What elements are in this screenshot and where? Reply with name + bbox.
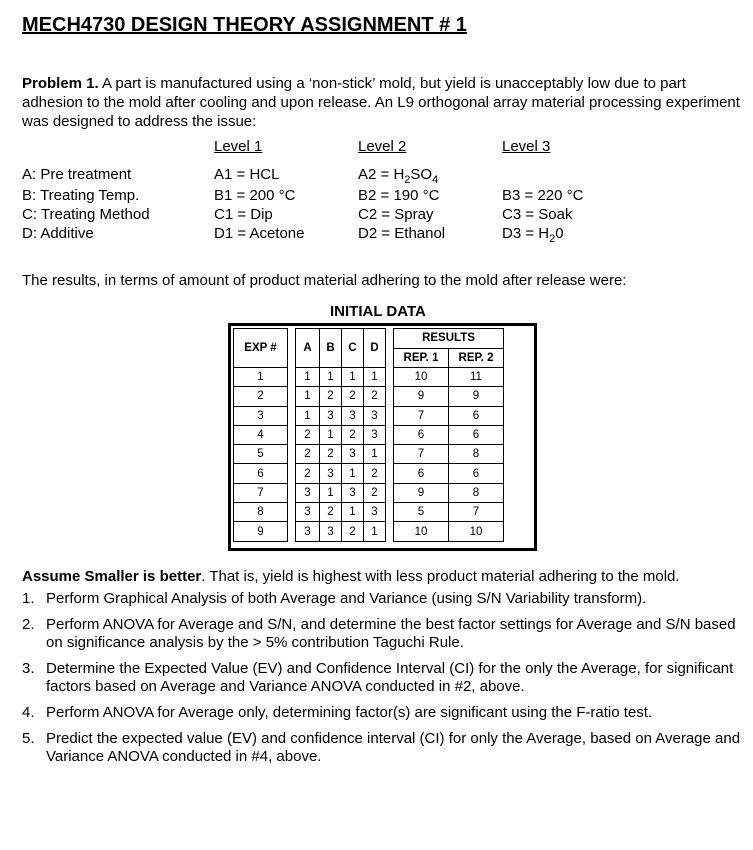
table-row xyxy=(234,387,504,406)
table-cell: 3 xyxy=(320,464,342,483)
header-d: D xyxy=(364,329,386,368)
header-rep2: REP. 2 xyxy=(449,348,504,368)
table-cell: 3 xyxy=(234,406,288,425)
table-cell: 6 xyxy=(449,464,504,483)
table-row xyxy=(234,406,504,425)
table-cell: 7 xyxy=(394,406,449,425)
factor-c-name: C: Treating Method xyxy=(22,206,150,223)
table-cell: 9 xyxy=(234,522,288,541)
table-cell: 2 xyxy=(364,387,386,406)
table-cell: 1 xyxy=(342,503,364,522)
problem-text: A part is manufactured using a ‘non-stick’ mold, but yield is unacceptably low due to part adhesion to the mold after cooling and upon release. An L9 orthogonal array material processing experiment was designed to address the issue: xyxy=(22,75,740,130)
level-2-header: Level 2 xyxy=(358,138,407,155)
assumption-rest: . That is, yield is highest with less product material adhering to the mold. xyxy=(201,568,680,585)
header-b: B xyxy=(320,329,342,368)
table-cell: 2 xyxy=(320,503,342,522)
header-rep1: REP. 1 xyxy=(394,348,449,368)
header-results: RESULTS xyxy=(394,329,504,349)
table-cell: 2 xyxy=(342,387,364,406)
table-cell: 3 xyxy=(364,406,386,425)
table-cell: 8 xyxy=(234,503,288,522)
table-cell: 2 xyxy=(320,445,342,464)
table-cell: 8 xyxy=(449,445,504,464)
factor-c-level2: C2 = Spray xyxy=(358,206,434,223)
table-cell: 2 xyxy=(296,425,320,444)
problem-statement xyxy=(22,74,742,131)
table-cell: 1 xyxy=(320,483,342,502)
table-cell: 7 xyxy=(449,503,504,522)
factor-d-name: D: Additive xyxy=(22,225,94,242)
table-cell: 5 xyxy=(234,445,288,464)
factor-b-level2: B2 = 190 °C xyxy=(358,187,440,204)
table-cell: 6 xyxy=(449,425,504,444)
header-c: C xyxy=(342,329,364,368)
factor-a-level2: $A2 = H_2SO_4$ xyxy=(358,166,439,186)
initial-data-table xyxy=(228,323,537,551)
task-item: 3. Determine the Expected Value (EV) and Confidence Interval (CI) for the only the Average, for significant factors based on Average and Variance ANOVA conducted in #2, above. xyxy=(22,660,734,695)
table-cell: 4 xyxy=(234,425,288,444)
table-cell: 11 xyxy=(449,368,504,387)
table-cell: 2 xyxy=(234,387,288,406)
table-cell: 2 xyxy=(364,464,386,483)
table-row xyxy=(234,483,504,502)
table-cell: 10 xyxy=(449,522,504,541)
table-row xyxy=(234,522,504,541)
task-item: 1. Perform Graphical Analysis of both Average and Variance (using S/N Variability transform). xyxy=(22,590,647,607)
table-cell: 3 xyxy=(342,483,364,502)
table-cell: 2 xyxy=(296,445,320,464)
table-cell: 1 xyxy=(296,368,320,387)
factor-b-level1: B1 = 200 °C xyxy=(214,187,296,204)
table-cell: 2 xyxy=(364,483,386,502)
table-cell: 6 xyxy=(449,406,504,425)
table-cell: 9 xyxy=(394,483,449,502)
table-cell: 1 xyxy=(342,464,364,483)
table-cell: 1 xyxy=(234,368,288,387)
factor-d-level1: D1 = Acetone xyxy=(214,225,305,242)
table-cell: 1 xyxy=(364,522,386,541)
task-item: 4. Perform ANOVA for Average only, determining factor(s) are significant using the F-ratio test. xyxy=(22,704,653,721)
table-cell: 1 xyxy=(342,368,364,387)
table-row xyxy=(234,445,504,464)
table-cell: 3 xyxy=(342,406,364,425)
table-cell: 3 xyxy=(364,503,386,522)
table-cell: 8 xyxy=(449,483,504,502)
factor-d-level2: D2 = Ethanol xyxy=(358,225,446,242)
task-item: 5. Predict the expected value (EV) and confidence interval (CI) for only the Average, based on Average and Variance ANOVA conducted in #4, above. xyxy=(22,730,741,765)
table-row xyxy=(234,425,504,444)
table-row xyxy=(234,503,504,522)
table-cell: 1 xyxy=(296,387,320,406)
factor-c-level1: C1 = Dip xyxy=(214,206,273,223)
table-cell: 6 xyxy=(394,464,449,483)
table-cell: 1 xyxy=(296,406,320,425)
table-row xyxy=(234,368,504,387)
table-cell: 7 xyxy=(234,483,288,502)
factor-a-level1: A1 = HCL xyxy=(214,166,280,183)
table-cell: 2 xyxy=(342,425,364,444)
table-cell: 1 xyxy=(364,368,386,387)
table-cell: 1 xyxy=(320,368,342,387)
table-cell: 3 xyxy=(364,425,386,444)
table-cell: 3 xyxy=(320,406,342,425)
table-cell: 2 xyxy=(320,387,342,406)
table-cell: 7 xyxy=(394,445,449,464)
factor-b-level3: B3 = 220 °C xyxy=(502,187,584,204)
table-cell: 9 xyxy=(449,387,504,406)
factor-c-level3: C3 = Soak xyxy=(502,206,573,223)
table-cell: 10 xyxy=(394,368,449,387)
factor-b-name: B: Treating Temp. xyxy=(22,187,140,204)
level-3-header: Level 3 xyxy=(502,138,551,155)
task-list xyxy=(22,590,744,774)
table-title: INITIAL DATA xyxy=(330,303,426,320)
table-row xyxy=(234,464,504,483)
table-cell: 5 xyxy=(394,503,449,522)
factor-d-level3: $D3 = H_20$ xyxy=(502,225,564,245)
table-cell: 9 xyxy=(394,387,449,406)
header-a: A xyxy=(296,329,320,368)
table-cell: 3 xyxy=(296,522,320,541)
table-cell: 10 xyxy=(394,522,449,541)
table-cell: 3 xyxy=(342,445,364,464)
table-cell: 3 xyxy=(296,483,320,502)
table-cell: 6 xyxy=(394,425,449,444)
factor-a-name: A: Pre treatment xyxy=(22,166,132,183)
assumption-bold: Assume Smaller is better xyxy=(22,568,202,585)
table-cell: 1 xyxy=(320,425,342,444)
table-cell: 6 xyxy=(234,464,288,483)
table-cell: 1 xyxy=(364,445,386,464)
header-exp: EXP # xyxy=(234,329,288,368)
problem-label: Problem 1. xyxy=(22,75,99,92)
table-cell: 2 xyxy=(342,522,364,541)
table-cell: 3 xyxy=(320,522,342,541)
results-intro: The results, in terms of amount of product material adhering to the mold after release were: xyxy=(22,272,627,289)
assumption xyxy=(22,568,680,585)
task-item: 2. Perform ANOVA for Average and S/N, and determine the best factor settings for Average and S/N based on significance analysis by the > 5% contribution Taguchi Rule. xyxy=(22,616,736,651)
data-grid xyxy=(233,328,504,542)
page-title: MECH4730 DESIGN THEORY ASSIGNMENT # 1 xyxy=(22,14,467,36)
level-1-header: Level 1 xyxy=(214,138,263,155)
table-cell: 2 xyxy=(296,464,320,483)
table-cell: 3 xyxy=(296,503,320,522)
